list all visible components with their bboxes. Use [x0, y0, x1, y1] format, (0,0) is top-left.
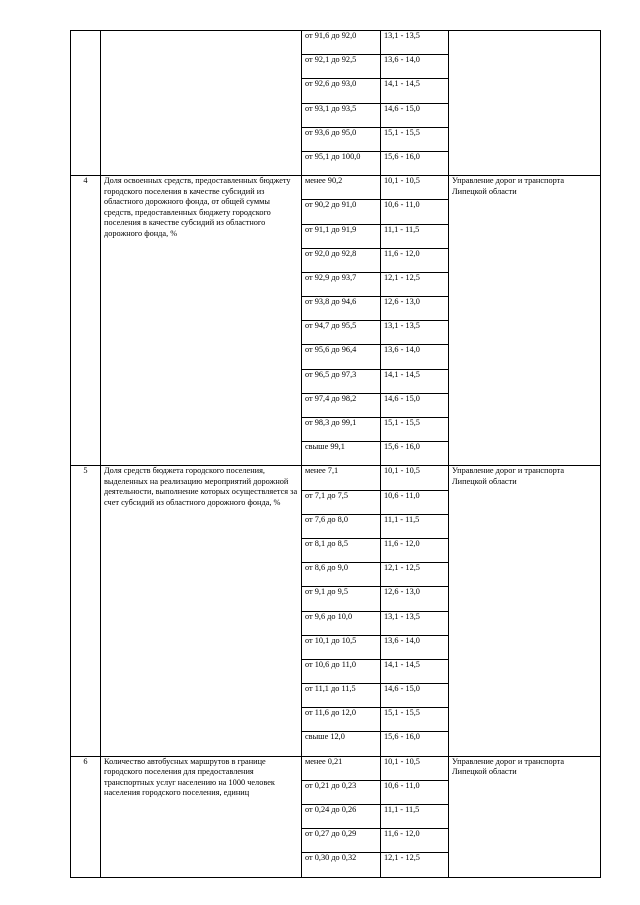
- value-range: менее 0,21: [302, 756, 381, 780]
- value-range: от 0,30 до 0,32: [302, 853, 381, 877]
- score-range: 14,1 - 14,5: [381, 659, 449, 683]
- score-range: 11,6 - 12,0: [381, 248, 449, 272]
- indicator-number: 5: [71, 466, 101, 756]
- score-range: 13,6 - 14,0: [381, 55, 449, 79]
- table-body: [71, 31, 601, 878]
- indicator-name: Доля средств бюджета городского поселения, выделенных на реализацию мероприятий дорожной деятельности, выполнение которых осуществляется за счет субсидий из областного дорожного фонда, %: [101, 466, 302, 756]
- value-range: от 91,1 до 91,9: [302, 224, 381, 248]
- score-range: 14,6 - 15,0: [381, 103, 449, 127]
- value-range: свыше 99,1: [302, 442, 381, 466]
- value-range: от 0,27 до 0,29: [302, 829, 381, 853]
- value-range: свыше 12,0: [302, 732, 381, 756]
- score-range: 13,6 - 14,0: [381, 635, 449, 659]
- value-range: от 11,1 до 11,5: [302, 684, 381, 708]
- responsible-authority: [449, 31, 601, 176]
- value-range: от 7,1 до 7,5: [302, 490, 381, 514]
- score-range: 13,1 - 13,5: [381, 31, 449, 55]
- responsible-authority: Управление дорог и транспорта Липецкой области: [449, 756, 601, 877]
- score-range: 15,1 - 15,5: [381, 418, 449, 442]
- value-range: от 0,24 до 0,26: [302, 805, 381, 829]
- score-range: 13,1 - 13,5: [381, 321, 449, 345]
- value-range: от 90,2 до 91,0: [302, 200, 381, 224]
- score-range: 10,1 - 10,5: [381, 176, 449, 200]
- score-range: 15,6 - 16,0: [381, 151, 449, 175]
- value-range: от 8,1 до 8,5: [302, 538, 381, 562]
- value-range: от 92,9 до 93,7: [302, 272, 381, 296]
- value-range: от 9,6 до 10,0: [302, 611, 381, 635]
- value-range: от 9,1 до 9,5: [302, 587, 381, 611]
- indicator-number: [71, 31, 101, 176]
- score-range: 10,1 - 10,5: [381, 466, 449, 490]
- value-range: от 98,3 до 99,1: [302, 418, 381, 442]
- value-range: от 11,6 до 12,0: [302, 708, 381, 732]
- indicator-number: 4: [71, 176, 101, 466]
- score-range: 10,6 - 11,0: [381, 200, 449, 224]
- value-range: от 96,5 до 97,3: [302, 369, 381, 393]
- score-range: 12,6 - 13,0: [381, 587, 449, 611]
- value-range: от 10,6 до 11,0: [302, 659, 381, 683]
- score-range: 11,1 - 11,5: [381, 224, 449, 248]
- value-range: от 91,6 до 92,0: [302, 31, 381, 55]
- score-range: 10,1 - 10,5: [381, 756, 449, 780]
- score-range: 15,6 - 16,0: [381, 442, 449, 466]
- value-range: от 97,4 до 98,2: [302, 393, 381, 417]
- score-range: 12,1 - 12,5: [381, 563, 449, 587]
- score-range: 10,6 - 11,0: [381, 490, 449, 514]
- table-row: [71, 756, 601, 780]
- value-range: менее 90,2: [302, 176, 381, 200]
- value-range: от 93,8 до 94,6: [302, 297, 381, 321]
- score-range: 14,6 - 15,0: [381, 393, 449, 417]
- score-range: 11,1 - 11,5: [381, 805, 449, 829]
- value-range: от 10,1 до 10,5: [302, 635, 381, 659]
- table-row: [71, 466, 601, 490]
- criteria-table: [70, 30, 601, 878]
- indicator-number: 6: [71, 756, 101, 877]
- table-row: [71, 31, 601, 55]
- indicator-name: [101, 31, 302, 176]
- score-range: 15,6 - 16,0: [381, 732, 449, 756]
- responsible-authority: Управление дорог и транспорта Липецкой области: [449, 176, 601, 466]
- indicator-name: Доля освоенных средств, предоставленных бюджету городского поселения в качестве субсидий из областного дорожного фонда, от общей суммы средств, предоставленных бюджету городского поселения в качестве субсидий из областного дорожного фонда, %: [101, 176, 302, 466]
- responsible-authority: Управление дорог и транспорта Липецкой области: [449, 466, 601, 756]
- value-range: от 95,6 до 96,4: [302, 345, 381, 369]
- value-range: менее 7,1: [302, 466, 381, 490]
- score-range: 11,6 - 12,0: [381, 829, 449, 853]
- score-range: 12,1 - 12,5: [381, 272, 449, 296]
- value-range: от 94,7 до 95,5: [302, 321, 381, 345]
- score-range: 14,6 - 15,0: [381, 684, 449, 708]
- score-range: 13,1 - 13,5: [381, 611, 449, 635]
- value-range: от 8,6 до 9,0: [302, 563, 381, 587]
- value-range: от 93,6 до 95,0: [302, 127, 381, 151]
- score-range: 13,6 - 14,0: [381, 345, 449, 369]
- value-range: от 0,21 до 0,23: [302, 780, 381, 804]
- score-range: 10,6 - 11,0: [381, 780, 449, 804]
- score-range: 12,6 - 13,0: [381, 297, 449, 321]
- value-range: от 92,6 до 93,0: [302, 79, 381, 103]
- score-range: 15,1 - 15,5: [381, 708, 449, 732]
- score-range: 11,1 - 11,5: [381, 514, 449, 538]
- value-range: от 93,1 до 93,5: [302, 103, 381, 127]
- score-range: 15,1 - 15,5: [381, 127, 449, 151]
- value-range: от 7,6 до 8,0: [302, 514, 381, 538]
- value-range: от 95,1 до 100,0: [302, 151, 381, 175]
- score-range: 11,6 - 12,0: [381, 538, 449, 562]
- score-range: 12,1 - 12,5: [381, 853, 449, 877]
- indicator-name: Количество автобусных маршрутов в границе городского поселения для предоставления транспортных услуг населению на 1000 человек населения городского поселения, единиц: [101, 756, 302, 877]
- value-range: от 92,0 до 92,8: [302, 248, 381, 272]
- value-range: от 92,1 до 92,5: [302, 55, 381, 79]
- score-range: 14,1 - 14,5: [381, 79, 449, 103]
- table-row: [71, 176, 601, 200]
- score-range: 14,1 - 14,5: [381, 369, 449, 393]
